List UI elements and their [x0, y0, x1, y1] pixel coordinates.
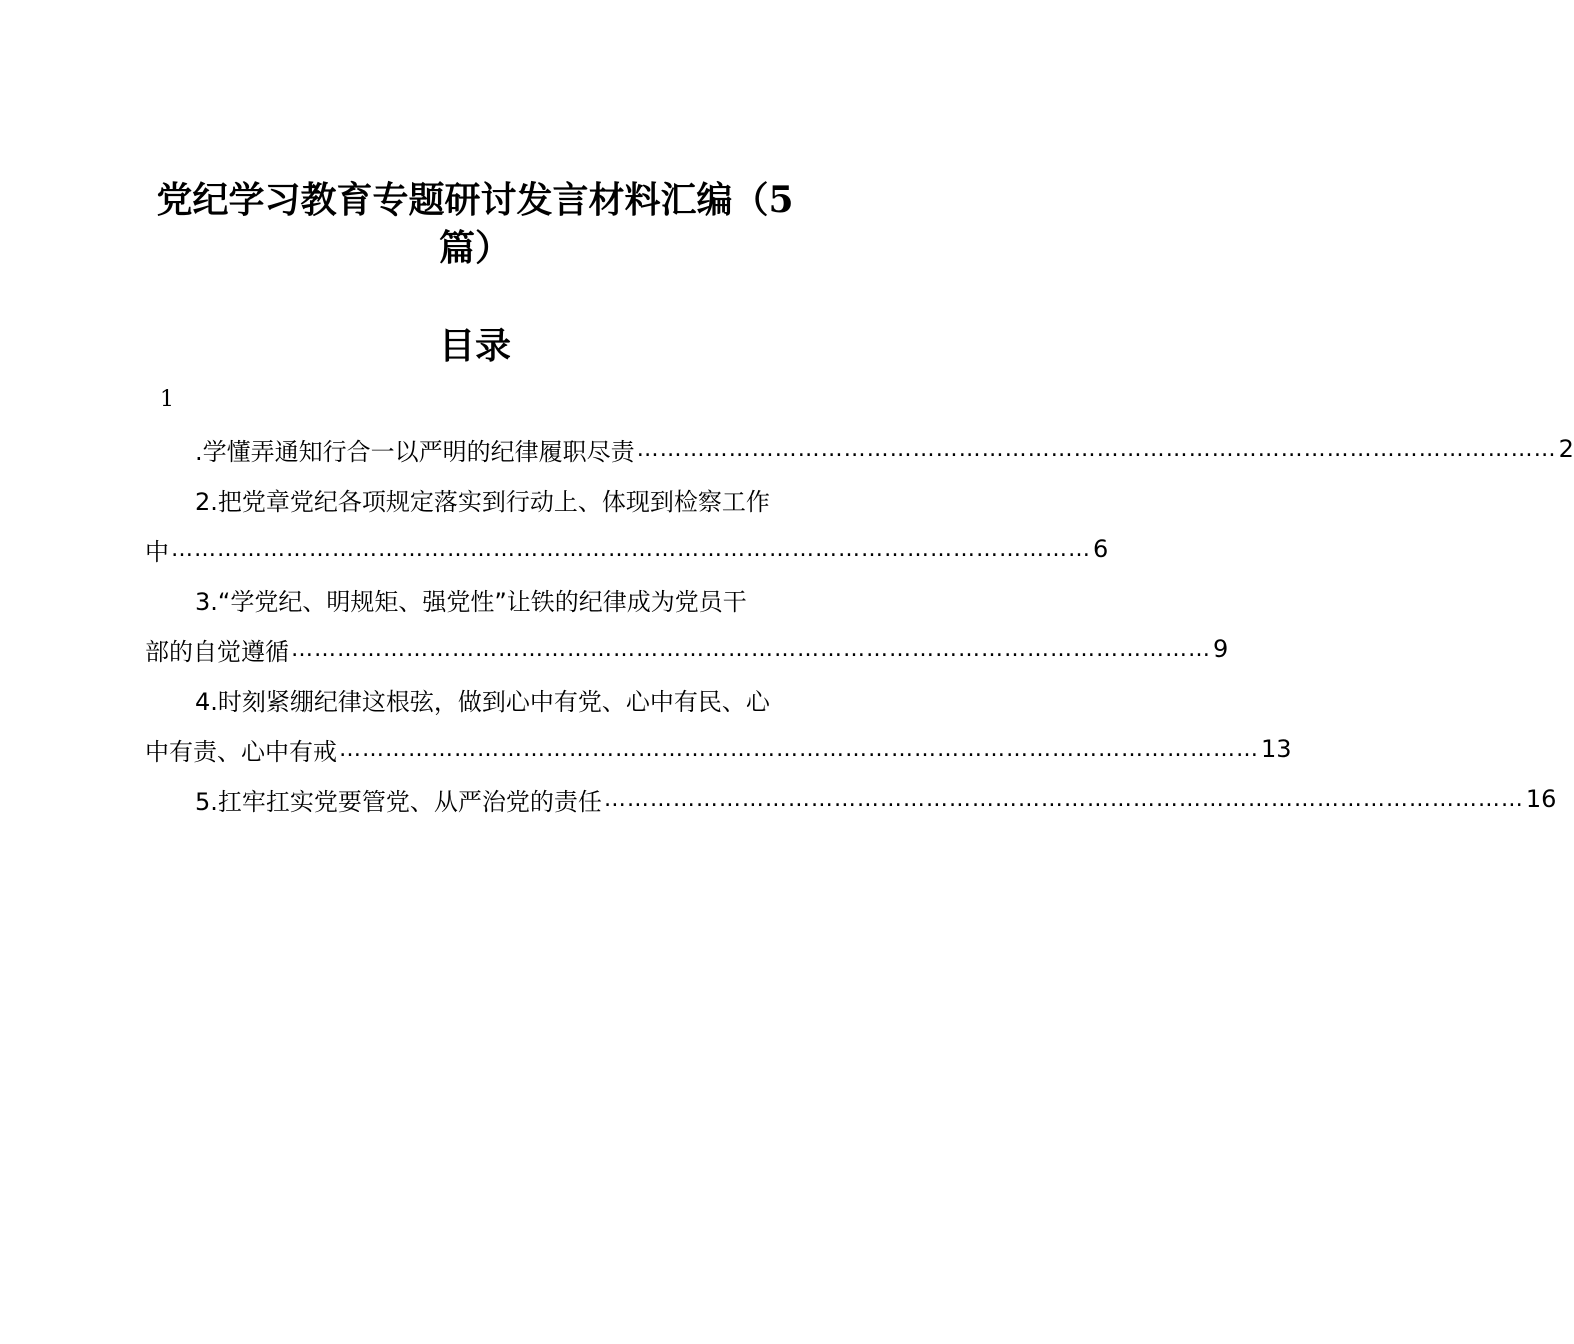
toc-entry-title: .学懂弄通知行合一以严明的纪律履职尽责 — [195, 437, 635, 466]
dot-leader: ………………………………………………………………………………………………………… — [603, 786, 1524, 812]
toc-entry-title: 2.把党章党纪各项规定落实到行动上、体现到检察工作 — [195, 487, 770, 516]
toc-entry-title-cont: 中有责、心中有戒 — [145, 737, 337, 766]
toc-entry-1[interactable] — [145, 424, 1574, 474]
toc-entry-title: 5.扛牢扛实党要管党、从严治党的责任 — [195, 787, 602, 816]
toc-entry-page: 9 — [1213, 635, 1229, 663]
document-title-line2: 篇） — [438, 227, 511, 269]
toc-entry-title-cont: 中 — [145, 537, 169, 566]
document-title-line1: 党纪学习教育专题研讨发言材料汇编（5 — [156, 179, 794, 221]
toc-entry-title: 3.“学党纪、明规矩、强党性”让铁的纪律成为党员干 — [195, 587, 747, 616]
toc-entry-page: 13 — [1261, 735, 1292, 763]
dot-leader: ………………………………………………………………………………………………………… — [291, 636, 1211, 662]
dot-leader: ………………………………………………………………………………………………………… — [171, 536, 1091, 562]
toc-entry-page: 2 — [1558, 435, 1574, 463]
toc-entry-5[interactable] — [145, 774, 1557, 824]
toc-entry-2-line2[interactable] — [145, 524, 1109, 574]
toc-entry-title-cont: 部的自觉遵循 — [145, 637, 289, 666]
toc-entry-4-line2[interactable] — [145, 724, 1292, 774]
toc-entry-page: 6 — [1093, 535, 1109, 563]
stray-number: 1 — [160, 387, 174, 412]
toc-entry-4-line1[interactable] — [145, 674, 806, 724]
toc-entry-3-line2[interactable] — [145, 624, 1229, 674]
toc-entry-2-line1[interactable] — [145, 474, 806, 524]
dot-leader: ………………………………………………………………………………………………………… — [339, 736, 1259, 762]
toc-heading: 目录 — [438, 325, 511, 367]
dot-leader: ………………………………………………………………………………………………………… — [636, 436, 1557, 462]
toc-entry-title: 4.时刻紧绷纪律这根弦，做到心中有党、心中有民、心 — [195, 687, 770, 716]
toc-entry-page: 16 — [1525, 785, 1557, 813]
toc-entry-3-line1[interactable] — [145, 574, 806, 624]
